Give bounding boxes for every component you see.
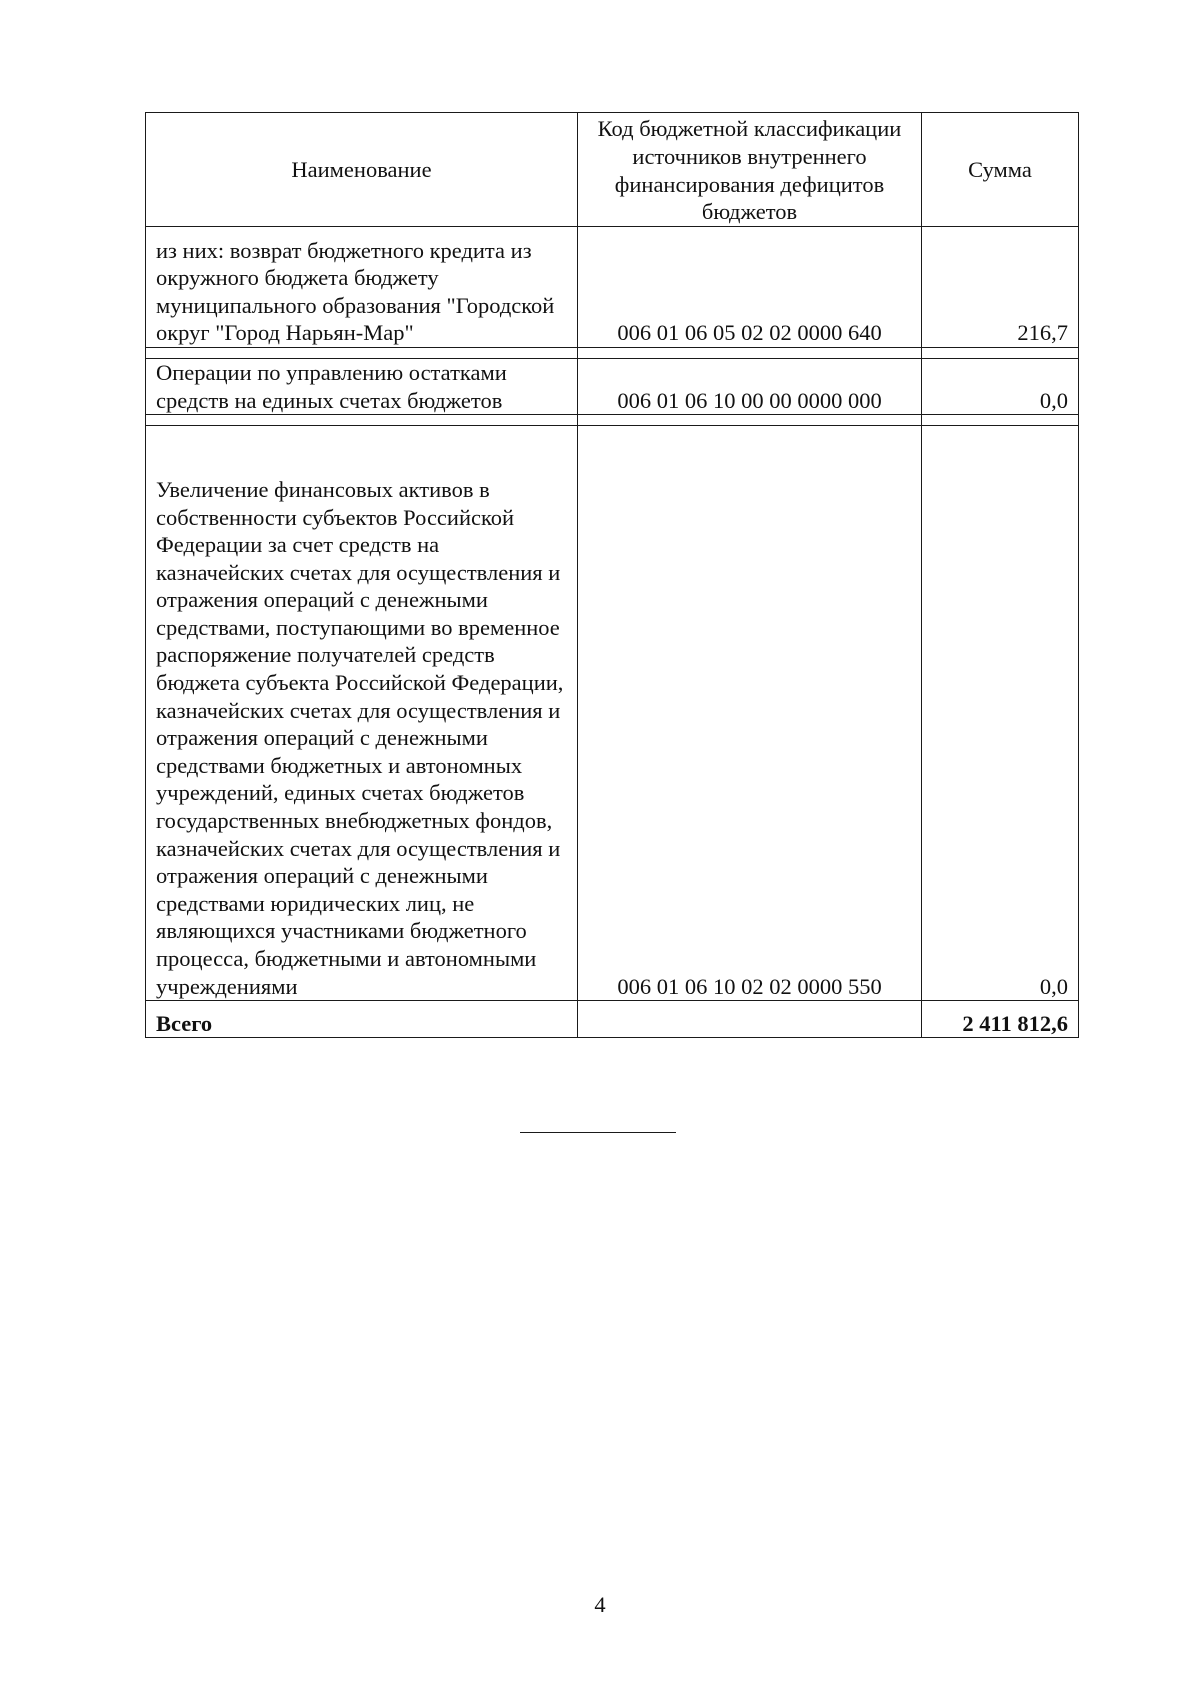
row-spacer [146, 415, 1079, 426]
table-row [146, 359, 1079, 415]
total-sum: 2 411 812,6 [922, 1001, 1079, 1038]
header-name: Наименование [146, 113, 578, 227]
table-row [146, 227, 1079, 348]
row-spacer [146, 348, 1079, 359]
row-sum: 216,7 [922, 227, 1079, 348]
row-code: 006 01 06 10 00 00 0000 000 [578, 359, 922, 415]
budget-sources-table [145, 112, 1079, 1038]
total-code [578, 1001, 922, 1038]
row-sum: 0,0 [922, 359, 1079, 415]
row-code: 006 01 06 10 02 02 0000 550 [578, 426, 922, 1001]
row-code: 006 01 06 05 02 02 0000 640 [578, 227, 922, 348]
total-label: Всего [146, 1001, 578, 1038]
header-sum: Сумма [922, 113, 1079, 227]
table-row [146, 426, 1079, 1001]
total-row [146, 1001, 1079, 1038]
table-header-row [146, 113, 1079, 227]
row-name: Операции по управлению остатками средств на единых счетах бюджетов [146, 359, 578, 415]
row-name: Увеличение финансовых активов в собственности субъектов Российской Федерации за счет средств на казначейских счетах для осуществления и отражения операций с денежными средствами, поступающими во временное распоряжение получателей средств бюджета субъекта Российской Федерации, казначейских счетах для осуществления и отражения операций с денежными средствами бюджетных и автономных учреждений, единых счетах бюджетов государственных внебюджетных фондов, казначейских счетах для осуществления и отражения операций с денежными средствами юридических лиц, не являющихся участниками бюджетного процесса, бюджетными и автономными учреждениями [146, 426, 578, 1001]
separator-line [520, 1132, 676, 1133]
page-number: 4 [594, 1592, 606, 1617]
header-code: Код бюджетной классификации источников внутреннего финансирования дефицитов бюджетов [578, 113, 922, 227]
row-sum: 0,0 [922, 426, 1079, 1001]
row-name: из них: возврат бюджетного кредита из окружного бюджета бюджету муниципального образования "Городской округ "Город Нарьян-Мар" [146, 227, 578, 348]
